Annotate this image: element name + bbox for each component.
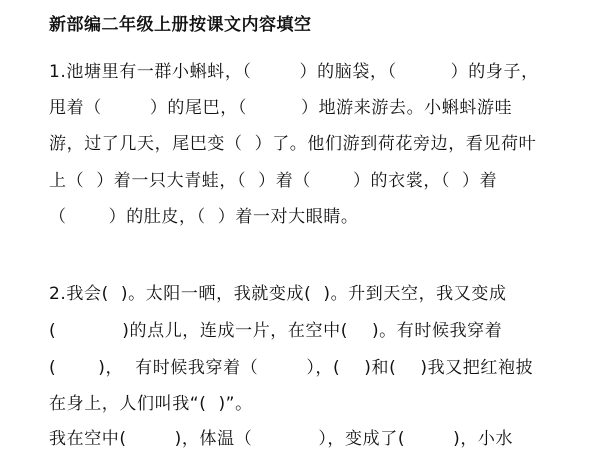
text-line-4: 上（ ）着一只大青蛙，（ ）着（ ）的衣裳，（ ）着	[49, 171, 498, 191]
text-line-5: （ ）的肚皮，（ ）着一对大眼睛。	[49, 207, 359, 227]
text-line-9: 在身上，人们叫我“( )”。	[49, 394, 253, 414]
text-line-10: 我在空中( )，体温（ ），变成了( )，小水	[49, 429, 514, 449]
text-line-7: ( )的点儿，连成一片，在空中( )。有时候我穿着	[49, 321, 503, 341]
document-title: 新部编二年级上册按课文内容填空	[49, 15, 312, 35]
text-line-6: 2.我会( )。太阳一晒，我就变成( )。升到天空，我又变成	[49, 284, 507, 304]
text-line-1: 1.池塘里有一群小蝌蚪，（ ）的脑袋，（ ）的身子，	[49, 62, 539, 82]
text-line-3: 游，过了几天，尾巴变（ ）了。他们游到荷花旁边，看见荷叶	[49, 134, 537, 154]
text-line-8: ( )， 有时候我穿着（ ），( )和( )我又把红袍披	[49, 358, 534, 378]
text-line-2: 甩着（ ）的尾巴，（ ）地游来游去。小蝌蚪游哇	[49, 98, 513, 118]
